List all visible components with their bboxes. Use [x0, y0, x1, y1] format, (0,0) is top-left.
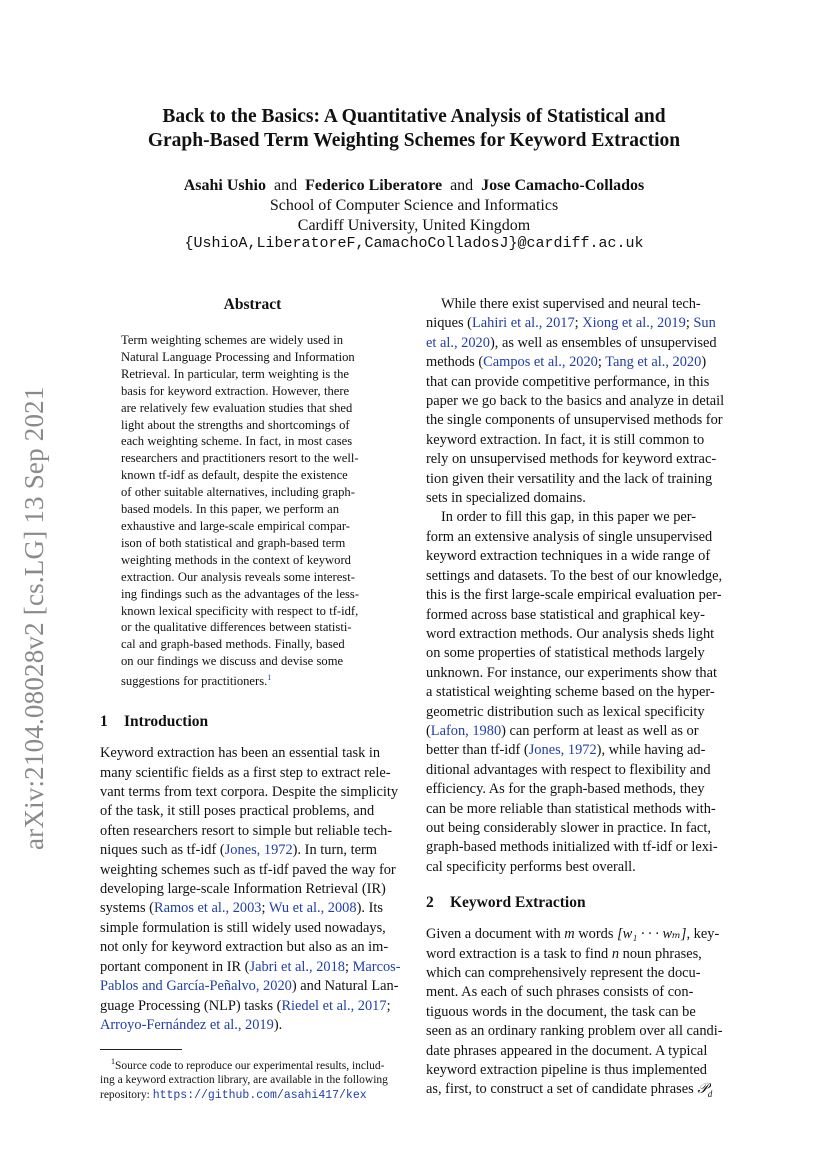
abstract-line: ison of both statistical and graph-based term: [121, 535, 346, 550]
title-line: Graph-Based Term Weighting Schemes for Keyword Extraction: [147, 130, 681, 151]
text-line: [100, 997, 405, 1016]
text-segment: ). Its: [356, 900, 383, 917]
text-segment: better than tf-idf (: [426, 742, 529, 759]
abstract-line: each weighting scheme. In fact, in most cases: [121, 434, 353, 449]
text-segment: word extraction is a task to find: [426, 945, 612, 962]
math-symbol: 𝒫: [697, 1081, 708, 1098]
abstract-heading: Abstract: [223, 296, 282, 313]
footnote-text: repository:: [100, 1088, 153, 1101]
text-segment: ;: [597, 354, 606, 371]
left-column: [100, 295, 405, 1103]
abstract-line: are relatively few evaluation studies that shed: [121, 400, 353, 415]
text-line: geometric distribution such as lexical specificity: [426, 703, 705, 720]
text-line: seen as an ordinary ranking problem over all candi-: [426, 1023, 723, 1040]
text-line: tion given their versatility and the lack of training: [426, 470, 713, 487]
text-line: settings and datasets. To the best of our knowledge,: [426, 567, 723, 584]
text-segment: (: [426, 722, 431, 739]
citation-link[interactable]: Marcos-: [352, 958, 401, 975]
abstract-line: of other suitable alternatives, including graph-: [121, 485, 355, 500]
text-line: [100, 841, 405, 860]
text-line: [426, 945, 732, 964]
text-line: graph-based methods initialized with tf-idf or lexi-: [426, 839, 718, 856]
section-title: Introduction: [124, 713, 209, 731]
paragraph: [426, 508, 732, 877]
text-line: [426, 741, 732, 760]
text-line: [100, 977, 405, 996]
author-name: Federico Liberatore: [305, 177, 443, 194]
text-line: vant terms from text corpora. Despite the simplicity: [100, 784, 399, 801]
text-segment: niques such as tf-idf (: [100, 842, 225, 859]
citation-link[interactable]: Jones, 1972: [528, 742, 597, 759]
text-segment: ;: [386, 997, 391, 1014]
text-segment: ), while having ad-: [596, 742, 706, 759]
abstract-body: [121, 332, 383, 690]
text-segment: ) can perform at least as well as or: [501, 722, 699, 739]
text-line: not only for keyword extraction but also as an im-: [100, 939, 389, 956]
text-segment: ) and Natural Lan-: [291, 978, 399, 995]
text-segment: guage Processing (NLP) tasks (: [100, 997, 282, 1014]
author-name: Jose Camacho-Collados: [481, 177, 645, 194]
text-line: Keyword extraction has been an essential task in: [100, 745, 381, 762]
abstract-line: Retrieval. In particular, term weighting is the: [121, 366, 350, 381]
text-line: [426, 925, 732, 944]
affiliation-line: School of Computer Science and Informatics: [269, 197, 559, 214]
author-emails: {UshioA,LiberatoreF,CamachoColladosJ}@cardiff.ac.uk: [184, 235, 644, 252]
text-line: In order to fill this gap, in this paper we per-: [441, 509, 697, 526]
text-segment: ): [701, 354, 707, 371]
abstract-line: ing findings such as the advantages of the less-: [121, 586, 360, 601]
text-line: many scientific fields as a first step to extract rele-: [100, 764, 391, 781]
footnote-marker[interactable]: 1: [267, 673, 272, 683]
text-segment: methods (: [426, 354, 484, 371]
citation-link[interactable]: Arroyo-Fernández et al., 2019: [100, 1016, 274, 1033]
text-line: rely on unsupervised methods for keyword extrac-: [426, 451, 717, 468]
footnote-text: Source code to reproduce our experimental results, includ-: [115, 1060, 385, 1073]
text-line: this is the first large-scale empirical evaluation per-: [426, 587, 722, 604]
arxiv-stamp: arXiv:2104.08028v2 [cs.LG] 13 Sep 2021: [19, 386, 49, 850]
section-heading-keyword-extraction: [426, 893, 732, 913]
text-segment: ), as well as ensembles of unsupervised: [489, 334, 717, 351]
text-line: developing large-scale Information Retrieval (IR): [100, 881, 386, 898]
abstract-line: based models. In this paper, we perform an: [121, 502, 340, 517]
text-line: unknown. For instance, our experiments show that: [426, 664, 717, 681]
text-line: [426, 722, 732, 741]
abstract-line: known tf-idf as default, despite the existence: [121, 468, 348, 483]
text-line: efficiency. As for the graph-based methods, they: [426, 781, 705, 798]
text-segment: as, first, to construct a set of candidate phrases: [426, 1081, 698, 1098]
math-subscript: d: [707, 1089, 713, 1100]
text-line: date phrases appeared in the document. A typical: [426, 1042, 708, 1059]
text-line: ment. As each of such phrases consists of con-: [426, 984, 694, 1001]
footnote-number: 1: [111, 1057, 115, 1067]
text-line: [100, 899, 405, 918]
abstract-line: basis for keyword extraction. However, there: [121, 383, 350, 398]
citation-link[interactable]: Xiong et al., 2019: [582, 315, 686, 332]
text-segment: , key-: [686, 926, 720, 943]
repository-link[interactable]: https://github.com/asahi417/kex: [152, 1088, 367, 1102]
affiliation: [80, 196, 748, 236]
intro-paragraph: [100, 744, 405, 1035]
text-line: ditional advantages with respect to flexibility and: [426, 761, 711, 778]
abstract-line: Natural Language Processing and Information: [121, 349, 355, 364]
text-line: keyword extraction. In fact, it is still common to: [426, 431, 705, 448]
paragraph: [426, 925, 732, 1105]
text-line: a statistical weighting scheme based on the hyper-: [426, 684, 715, 701]
footnote-line: ing a keyword extraction library, are available in the following: [100, 1074, 388, 1087]
citation-link[interactable]: Jabri et al., 2018: [249, 958, 345, 975]
math-variable: m: [564, 926, 575, 943]
section-title: Keyword Extraction: [450, 894, 586, 912]
text-line: formed across base statistical and graphical key-: [426, 606, 705, 623]
text-segment: words: [574, 926, 618, 943]
citation-link[interactable]: Sun: [693, 315, 716, 332]
text-line: [426, 1080, 732, 1104]
affiliation-line: Cardiff University, United Kingdom: [297, 217, 531, 234]
math-expression: [w₁ · · · wₘ]: [617, 926, 687, 943]
text-segment: niques (: [426, 315, 472, 332]
text-line: paper we go back to the basics and analyze in detail: [426, 393, 725, 410]
section-number: 1: [100, 713, 108, 731]
text-line: the single components of unsupervised methods for: [426, 412, 723, 429]
citation-link[interactable]: Jones, 1972: [224, 842, 293, 859]
citation-link[interactable]: Riedel et al., 2017: [281, 997, 387, 1014]
text-line: tiguous words in the document, the task can be: [426, 1003, 696, 1020]
abstract-line: [121, 670, 383, 690]
citation-link[interactable]: Tang et al., 2020: [605, 354, 702, 371]
text-line: simple formulation is still widely used nowadays,: [100, 919, 386, 936]
text-line: cal specificity performs best overall.: [426, 858, 636, 875]
citation-link[interactable]: Ramos et al., 2003: [153, 900, 262, 917]
math-variable: n: [611, 945, 620, 962]
section-number: 2: [426, 894, 434, 912]
author-separator: and: [273, 177, 298, 194]
text-line: [426, 334, 732, 353]
citation-link[interactable]: Lafon, 1980: [430, 722, 502, 739]
text-segment: ;: [345, 958, 353, 975]
text-line: out being considerably slower in practice. In fact,: [426, 819, 711, 836]
text-line: word extraction methods. Our analysis sheds light: [426, 625, 715, 642]
text-line: keyword extraction techniques in a wide range of: [426, 548, 711, 565]
abstract-line: on our findings we discuss and devise some: [121, 654, 344, 669]
abstract-line: light about the strengths and shortcomings of: [121, 417, 350, 432]
text-line: [426, 353, 732, 372]
text-line: While there exist supervised and neural tech-: [441, 296, 701, 312]
text-line: [426, 314, 732, 333]
text-segment: ;: [574, 315, 583, 332]
abstract-line: or the qualitative differences between statisti-: [121, 620, 352, 635]
abstract-line: weighting methods in the context of keyword: [121, 552, 351, 567]
paragraph: [426, 295, 732, 508]
text-line: [100, 958, 405, 977]
citation-link[interactable]: et al., 2020: [426, 334, 490, 351]
author-name: Asahi Ushio: [183, 177, 266, 194]
citation-link[interactable]: Wu et al., 2008: [268, 900, 357, 917]
abstract-line: cal and graph-based methods. Finally, based: [121, 637, 345, 652]
section-heading-introduction: [100, 712, 405, 732]
citation-link[interactable]: Pablos and García-Peñalvo, 2020: [100, 978, 292, 995]
text-line: can be more reliable than statistical methods with-: [426, 800, 716, 817]
text-line: often researchers resort to simple but reliable tech-: [100, 822, 393, 839]
footnote: [100, 1055, 405, 1102]
text-line: sets in specialized domains.: [426, 490, 586, 507]
text-segment: Given a document with: [426, 926, 565, 943]
citation-link[interactable]: Lahiri et al., 2017: [471, 315, 575, 332]
right-column: [426, 295, 732, 1105]
footnote-line: [100, 1055, 405, 1073]
text-segment: ;: [261, 900, 269, 917]
text-line: which can comprehensively represent the docu-: [426, 965, 701, 981]
text-line: on some properties of statistical methods largely: [426, 645, 705, 662]
abstract-line: extraction. Our analysis reveals some interest-: [121, 569, 355, 584]
text-line: that can provide competitive performance, in this: [426, 373, 710, 390]
author-separator: and: [450, 177, 474, 194]
text-line: [100, 1016, 405, 1035]
text-line: form an extensive analysis of single unsupervised: [426, 528, 713, 545]
text-segment: portant component in IR (: [100, 958, 250, 975]
author-list: [80, 176, 748, 196]
text-segment: systems (: [100, 900, 154, 917]
text-line: weighting schemes such as tf-idf paved the way for: [100, 861, 396, 878]
paper-title: [80, 105, 748, 153]
text-segment: noun phrases,: [619, 945, 702, 962]
footnote-line: [100, 1088, 405, 1103]
text-segment: ).: [273, 1016, 283, 1033]
text-segment: ). In turn, term: [292, 842, 377, 859]
title-line: Back to the Basics: A Quantitative Analysis of Statistical and: [162, 106, 666, 127]
citation-link[interactable]: Campos et al., 2020: [483, 354, 598, 371]
abstract-line: known lexical specificity with respect to tf-idf,: [121, 603, 359, 618]
text-segment: ;: [685, 315, 694, 332]
text-line: of the task, it still poses practical problems, and: [100, 803, 375, 820]
abstract-line: Term weighting schemes are widely used in: [121, 333, 344, 347]
abstract-line: researchers and practitioners resort to the well-: [121, 451, 359, 466]
abstract-text: suggestions for practitioners.: [121, 674, 268, 689]
abstract-line: exhaustive and large-scale empirical compar-: [121, 518, 350, 533]
text-line: keyword extraction pipeline is thus implemented: [426, 1062, 707, 1079]
